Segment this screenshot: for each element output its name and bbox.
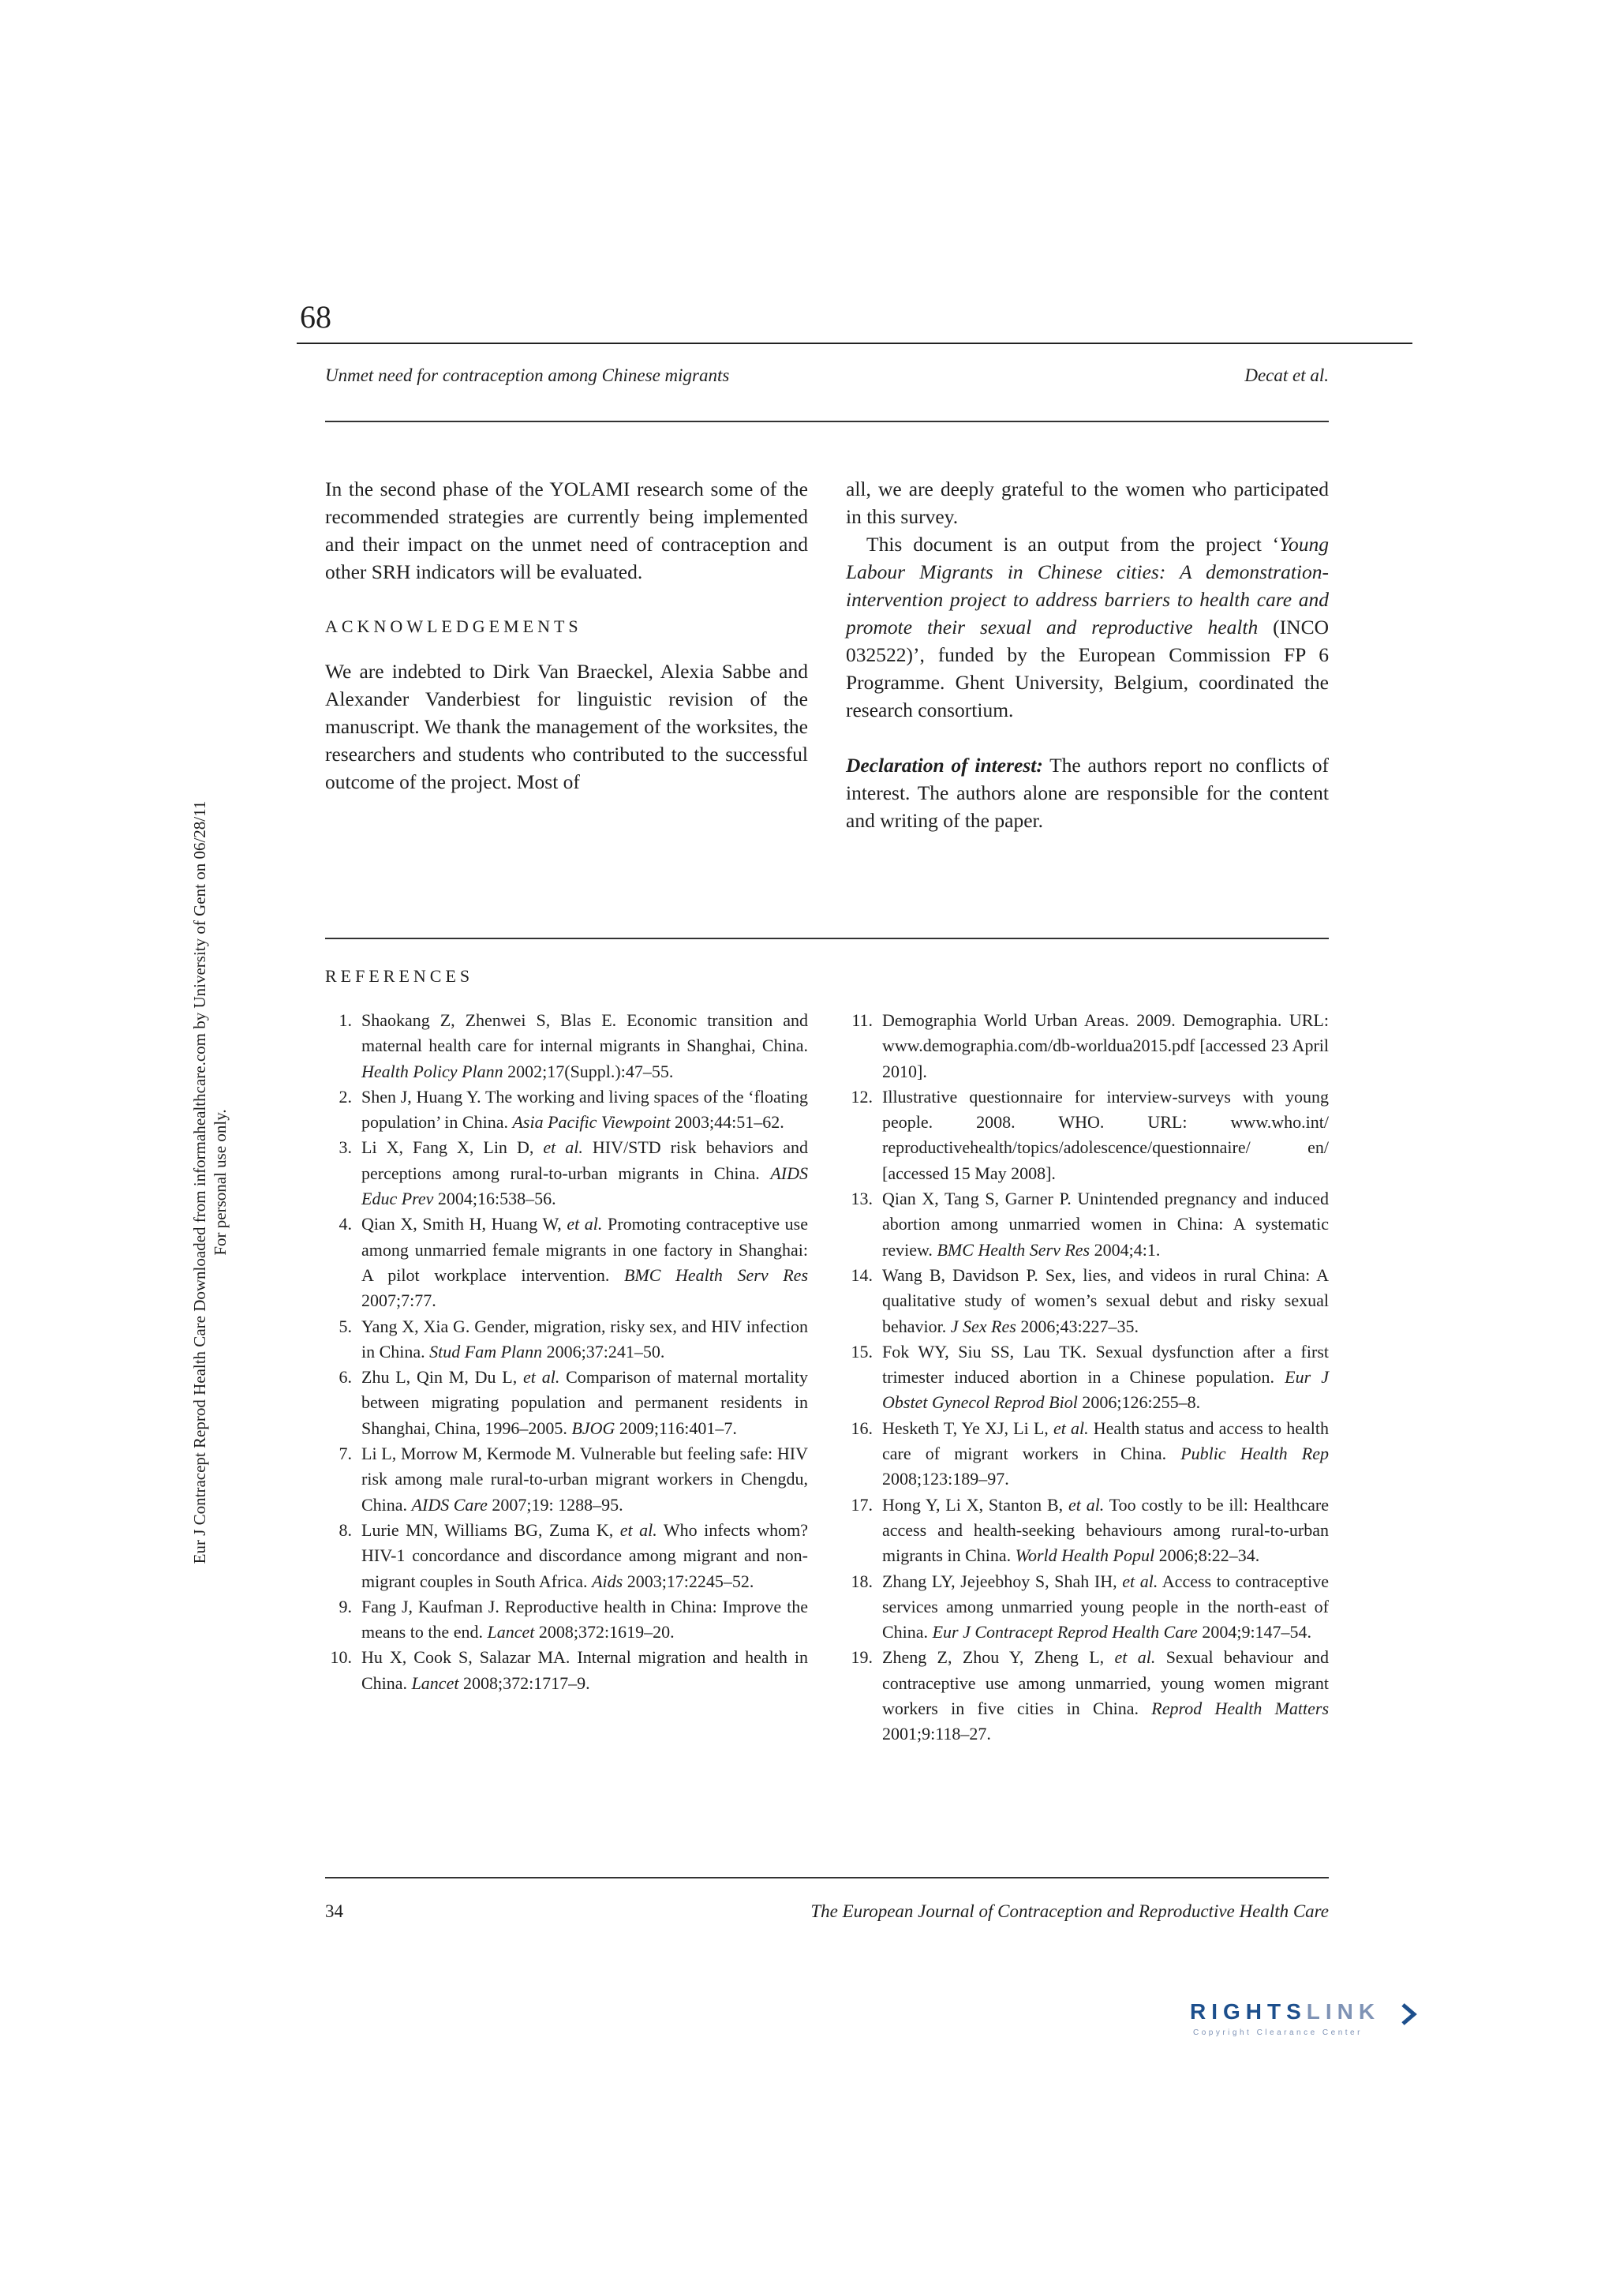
acknowledgements-paragraph: We are indebted to Dirk Van Braeckel, Alexia Sabbe and Alexander Vanderbiest for linguistic revision of the manuscript. We thank the management of the worksites, the researchers and students who contributed to the successful outcome of the project. Most of <box>325 660 808 793</box>
reference-item <box>846 1645 1329 1747</box>
header-rule <box>325 421 1329 422</box>
reference-text: Zheng Z, Zhou Y, Zheng L, <box>882 1647 1115 1668</box>
reference-text: Hesketh T, Ye XJ, Li L, <box>882 1418 1053 1438</box>
reference-journal: Aids <box>592 1571 623 1591</box>
reference-text: Illustrative questionnaire for interview-surveys with young people. 2008. WHO. URL: www.who.int/ reproductivehealth/topics/adolescence/questionnaire/ en/ [accessed 15 May 2008]. <box>882 1086 1329 1183</box>
output-text-post: (INCO 032522)’, funded by the European Commission FP 6 Programme. Ghent University, Belgium, coordinated the research consortium. <box>846 616 1329 721</box>
reference-number: 12. <box>851 1086 873 1107</box>
reference-number: 3. <box>339 1137 352 1158</box>
acknowledgements-heading: ACKNOWLEDGEMENTS <box>325 616 582 636</box>
reference-journal: Stud Fam Plann <box>429 1341 543 1361</box>
reference-number: 13. <box>851 1189 873 1209</box>
reference-number: 6. <box>339 1367 352 1388</box>
reference-journal: et al. <box>1053 1418 1089 1438</box>
reference-text: 2007;7:77. <box>361 1290 436 1311</box>
reference-text: Access to contraceptive services among unmarried young people in the north-east of China. <box>882 1571 1329 1642</box>
reference-text: Qian X, Smith H, Huang W, <box>361 1214 567 1234</box>
reference-number: 2. <box>339 1086 352 1107</box>
reference-text: 2006;43:227–35. <box>1016 1316 1139 1336</box>
reference-item <box>325 1084 808 1136</box>
reference-text: 2008;372:1619–20. <box>534 1622 675 1642</box>
reference-journal: Asia Pacific Viewpoint <box>512 1112 671 1133</box>
declaration-label: Declaration of interest: <box>846 754 1043 777</box>
reference-text: 2001;9:118–27. <box>882 1724 991 1744</box>
side-note-line-1: Eur J Contracept Reprod Health Care Downloaded from informahealthcare.com by University of Gent on 06/28/11 <box>190 800 209 1564</box>
intro-paragraph: In the second phase of the YOLAMI research some of the recommended strategies are currently being implemented and their impact on the unmet need of contraception and other SRH indicators will be evaluated. <box>325 478 808 583</box>
reference-text: 2009;116:401–7. <box>615 1418 737 1438</box>
reference-journal: Eur J Contracept Reprod Health Care <box>932 1622 1198 1642</box>
reference-number: 10. <box>330 1647 352 1668</box>
reference-text: 2008;123:189–97. <box>882 1469 1009 1489</box>
reference-item <box>325 1135 808 1212</box>
reference-number: 1. <box>339 1010 352 1030</box>
reference-text: 2007;19: 1288–95. <box>487 1494 623 1515</box>
reference-item <box>846 1084 1329 1186</box>
reference-text: Yang X, Xia G. Gender, migration, risky sex, and HIV infection in China. <box>361 1316 808 1361</box>
project-title: Young Labour Migrants in Chinese cities: A demonstration-intervention project to address barriers to health care and promote their sexual and reproductive health <box>846 533 1329 639</box>
reference-text: Shen J, Huang Y. The working and living spaces of the ‘floating population’ in China. <box>361 1086 808 1133</box>
reference-text: Too costly to be ill: Healthcare access and health-seeking behaviours among rural-to-urban migrants in China. <box>882 1494 1329 1566</box>
running-title: Unmet need for contraception among Chinese migrants <box>325 365 730 385</box>
reference-item <box>846 1339 1329 1416</box>
reference-journal: et al. <box>543 1137 583 1158</box>
reference-journal: BMC Health Serv Res <box>937 1239 1090 1260</box>
output-text-pre: This document is an output from the project ‘ <box>866 533 1280 556</box>
reference-text: 2006;37:241–50. <box>542 1341 665 1361</box>
reference-text: 2006;8:22–34. <box>1154 1545 1260 1566</box>
declaration-text: The authors report no conflicts of interest. The authors alone are responsible for the content and writing of the paper. <box>846 754 1329 832</box>
reference-number: 11. <box>851 1010 873 1030</box>
reference-item <box>325 1594 808 1646</box>
download-side-note <box>189 788 230 1577</box>
page-top-number: 68 <box>300 299 331 335</box>
reference-journal: BMC Health Serv Res <box>623 1264 809 1285</box>
reference-text: Fang J, Kaufman J. Reproductive health in China: Improve the means to the end. <box>361 1596 808 1642</box>
reference-number: 7. <box>339 1444 352 1464</box>
reference-number: 14. <box>851 1264 873 1285</box>
references-heading: REFERENCES <box>325 966 474 986</box>
reference-number: 8. <box>339 1519 352 1540</box>
reference-text: Sexual behaviour and contraceptive use among unmarried, young women migrant workers in five cities in China. <box>882 1647 1329 1719</box>
reference-number: 5. <box>339 1316 352 1336</box>
reference-journal: et al. <box>1114 1647 1156 1668</box>
reference-item <box>846 1493 1329 1569</box>
reference-text: Promoting contraceptive use among unmarried female migrants in one factory in Shanghai: A pilot workplace intervention. <box>361 1214 808 1285</box>
reference-item <box>846 1263 1329 1339</box>
reference-journal: Reprod Health Matters <box>1151 1699 1330 1719</box>
reference-text: Health status and access to health care of migrant workers in China. <box>882 1418 1329 1464</box>
reference-number: 16. <box>851 1418 873 1438</box>
footer-rule <box>325 1877 1329 1878</box>
reference-text: 2008;372:1717–9. <box>458 1672 590 1693</box>
reference-item <box>846 1008 1329 1084</box>
reference-number: 18. <box>851 1571 873 1591</box>
reference-item <box>325 1518 808 1594</box>
rightslink-arrow-icon <box>1403 2005 1414 2024</box>
footer-journal: The European Journal of Contraception and Reproductive Health Care <box>810 1901 1329 1921</box>
reference-journal: et al. <box>567 1214 603 1234</box>
reference-text: Shaokang Z, Zhenwei S, Blas E. Economic transition and maternal health care for internal migrants in Shanghai, China. <box>361 1010 808 1056</box>
reference-text: Who infects whom? HIV-1 concordance and discordance among migrant and non-migrant couples in South Africa. <box>361 1519 809 1591</box>
reference-number: 19. <box>851 1647 873 1668</box>
reference-journal: et al. <box>1122 1571 1158 1591</box>
reference-journal: Health Policy Plann <box>361 1061 503 1081</box>
reference-journal: et al. <box>523 1367 560 1388</box>
reference-text: 2004;9:147–54. <box>1197 1622 1312 1642</box>
reference-journal: Public Health Rep <box>1180 1444 1329 1464</box>
output-paragraph <box>846 530 1329 724</box>
reference-text: 2006;126:255–8. <box>1077 1392 1201 1413</box>
reference-text: Hu X, Cook S, Salazar MA. Internal migration and health in China. <box>361 1647 808 1693</box>
reference-item <box>846 1569 1329 1646</box>
reference-item <box>325 1212 808 1313</box>
references-right <box>846 1008 1329 1747</box>
declaration-paragraph <box>846 751 1329 834</box>
reference-text: 2003;17:2245–52. <box>623 1571 754 1591</box>
continuation-paragraph: all, we are deeply grateful to the women who participated in this survey. <box>846 478 1329 528</box>
reference-text: Wang B, Davidson P. Sex, lies, and videos in rural China: A qualitative study of women’s sexual debut and risky sexual behavior. <box>882 1264 1329 1336</box>
reference-journal: AIDS Care <box>411 1494 488 1515</box>
footer-page-number: 34 <box>325 1901 343 1921</box>
running-author: Decat et al. <box>1244 365 1329 385</box>
rightslink-logo-subtext: Copyright Clearance Center <box>1193 2028 1363 2037</box>
reference-journal: World Health Popul <box>1015 1545 1155 1566</box>
references-rule <box>325 938 1329 939</box>
reference-journal: Lancet <box>411 1672 459 1693</box>
reference-item <box>325 1008 808 1084</box>
reference-number: 9. <box>339 1596 352 1616</box>
side-note-line-2: For personal use only. <box>211 1109 230 1256</box>
reference-journal: Eur J Obstet Gynecol Reprod Biol <box>882 1367 1329 1413</box>
reference-text: Zhu L, Qin M, Du L, <box>361 1367 524 1388</box>
rightslink-logo-text: RIGHTSLINK <box>1190 1999 1381 2024</box>
reference-journal: et al. <box>1068 1494 1105 1515</box>
reference-text: Comparison of maternal mortality between migrating population and permanent residents in Shanghai, China, 1996–2005. <box>361 1367 808 1438</box>
reference-text: 2004;4:1. <box>1090 1239 1161 1260</box>
reference-item <box>846 1186 1329 1263</box>
reference-journal: BJOG <box>571 1418 615 1438</box>
reference-text: Li X, Fang X, Lin D, <box>361 1137 544 1158</box>
top-rule <box>297 343 1412 344</box>
reference-text: Lurie MN, Williams BG, Zuma K, <box>361 1519 620 1540</box>
reference-journal: J Sex Res <box>950 1316 1016 1336</box>
reference-text: Li L, Morrow M, Kermode M. Vulnerable but feeling safe: HIV risk among male rural-to-urban migrant workers in Chengdu, China. <box>361 1444 808 1515</box>
reference-journal: AIDS Educ Prev <box>361 1163 808 1209</box>
reference-text: Zhang LY, Jejeebhoy S, Shah IH, <box>882 1571 1123 1591</box>
reference-journal: et al. <box>619 1519 657 1540</box>
reference-number: 17. <box>851 1494 873 1515</box>
reference-text: 2003;44:51–62. <box>670 1112 784 1133</box>
references-left <box>325 1008 808 1696</box>
reference-item <box>325 1441 808 1518</box>
reference-number: 15. <box>851 1341 873 1361</box>
reference-text: Hong Y, Li X, Stanton B, <box>882 1494 1068 1515</box>
reference-item <box>325 1365 808 1441</box>
reference-item <box>846 1416 1329 1493</box>
reference-text: 2002;17(Suppl.):47–55. <box>503 1061 674 1081</box>
reference-item <box>325 1314 808 1365</box>
reference-journal: Lancet <box>487 1622 535 1642</box>
reference-text: 2004;16:538–56. <box>433 1189 556 1209</box>
reference-text: Qian X, Tang S, Garner P. Unintended pregnancy and induced abortion among unmarried women in China: A systematic review. <box>882 1189 1329 1260</box>
reference-text: HIV/STD risk behaviors and perceptions among rural-to-urban migrants in China. <box>361 1137 809 1183</box>
reference-item <box>325 1645 808 1696</box>
reference-number: 4. <box>339 1214 352 1234</box>
right-column <box>846 475 1329 834</box>
left-column <box>325 475 808 796</box>
reference-text: Demographia World Urban Areas. 2009. Demographia. URL: www.demographia.com/db-worldua2015.pdf [accessed 23 April 2010]. <box>882 1010 1329 1081</box>
rightslink-logo <box>1190 1992 1428 2039</box>
reference-text: Fok WY, Siu SS, Lau TK. Sexual dysfunction after a first trimester induced abortion in a Chinese population. <box>882 1341 1329 1388</box>
